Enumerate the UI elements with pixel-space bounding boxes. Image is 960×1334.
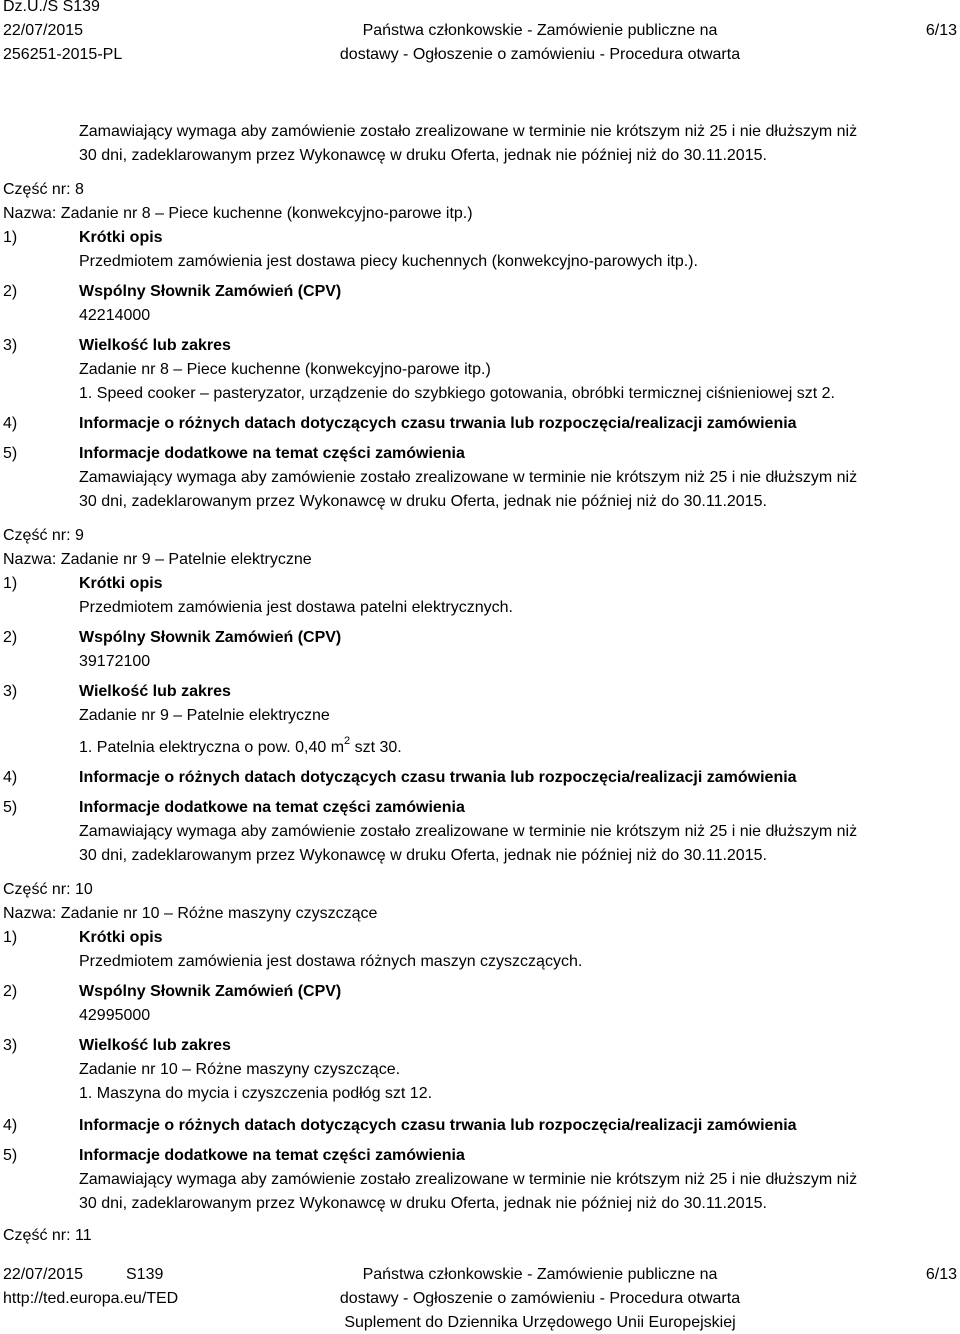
footer-journal: S139 (126, 1266, 164, 1283)
section-number: 1) (3, 575, 18, 592)
scope-line1: Zadanie nr 10 – Różne maszyny czyszczące. (79, 1061, 401, 1078)
notice-id: 256251-2015-PL (3, 46, 123, 63)
journal-ref: Dz.U./S S139 (3, 0, 100, 15)
section-number: 3) (3, 683, 18, 700)
section-number: 1) (3, 929, 18, 946)
section-heading-cpv: Wspólny Słownik Zamówień (CPV) (79, 629, 342, 646)
section-number: 4) (3, 769, 18, 786)
section-number: 2) (3, 283, 18, 300)
section-number: 4) (3, 1117, 18, 1134)
scope-line1: Zadanie nr 9 – Patelnie elektryczne (79, 707, 330, 724)
section-heading-short-description: Krótki opis (79, 229, 163, 246)
scope-line2 (79, 734, 402, 758)
part-number: Część nr: 9 (3, 527, 84, 544)
part-number: Część nr: 10 (3, 881, 93, 898)
part-number: Część nr: 11 (3, 1227, 92, 1244)
section-heading-dates: Informacje o różnych datach dotyczących czasu trwania lub rozpoczęcia/realizacji zamówienia (79, 769, 797, 786)
footer-url-link[interactable]: http://ted.europa.eu/TED (3, 1290, 179, 1307)
part-name: Nazwa: Zadanie nr 10 – Różne maszyny czyszczące (3, 905, 378, 922)
part-name: Nazwa: Zadanie nr 8 – Piece kuchenne (konwekcyjno-parowe itp.) (3, 205, 473, 222)
section-heading-additional-info: Informacje dodatkowe na temat części zamówienia (79, 799, 465, 816)
cpv-code: 39172100 (79, 653, 151, 670)
section-number: 5) (3, 445, 18, 462)
scope-line1: Zadanie nr 8 – Piece kuchenne (konwekcyjno-parowe itp.) (79, 361, 491, 378)
section-heading-scope: Wielkość lub zakres (79, 1037, 231, 1054)
header-page-number: 6/13 (925, 22, 957, 39)
section-number: 2) (3, 629, 18, 646)
additional-info-line2: 30 dni, zadeklarowanym przez Wykonawcę w druku Oferta, jednak nie później niż do 30.11.2015. (79, 847, 767, 864)
additional-info-line1: Zamawiający wymaga aby zamówienie zostało zrealizowane w terminie nie krótszym niż 25 i nie dłuższym niż (79, 1171, 858, 1188)
part-number: Część nr: 8 (3, 181, 84, 198)
section-number: 3) (3, 337, 18, 354)
top-text-line2: 30 dni, zadeklarowanym przez Wykonawcę w druku Oferta, jednak nie później niż do 30.11.2015. (79, 147, 767, 164)
short-description: Przedmiotem zamówienia jest dostawa piecy kuchennych (konwekcyjno-parowych itp.). (79, 253, 698, 270)
additional-info-line2: 30 dni, zadeklarowanym przez Wykonawcę w druku Oferta, jednak nie później niż do 30.11.2015. (79, 493, 767, 510)
short-description: Przedmiotem zamówienia jest dostawa patelni elektrycznych. (79, 599, 513, 616)
header-date: 22/07/2015 (3, 22, 84, 39)
footer-title-line2: dostawy - Ogłoszenie o zamówieniu - Procedura otwarta (339, 1290, 741, 1307)
footer-title-line3: Suplement do Dziennika Urzędowego Unii Europejskiej (344, 1314, 736, 1331)
section-number: 1) (3, 229, 18, 246)
part-name: Nazwa: Zadanie nr 9 – Patelnie elektryczne (3, 551, 312, 568)
footer-title-line1: Państwa członkowskie - Zamówienie publiczne na (362, 1266, 718, 1283)
additional-info-line2: 30 dni, zadeklarowanym przez Wykonawcę w druku Oferta, jednak nie później niż do 30.11.2015. (79, 1195, 767, 1212)
scope-line2-text: 1. Patelnia elektryczna o pow. 0,40 m (79, 739, 345, 756)
section-heading-scope: Wielkość lub zakres (79, 683, 231, 700)
section-number: 5) (3, 1147, 18, 1164)
section-heading-dates: Informacje o różnych datach dotyczących czasu trwania lub rozpoczęcia/realizacji zamówienia (79, 415, 797, 432)
scope-line2: 1. Maszyna do mycia i czyszczenia podłóg szt 12. (79, 1085, 433, 1102)
section-heading-short-description: Krótki opis (79, 575, 163, 592)
header-title-line1: Państwa członkowskie - Zamówienie publiczne na (362, 22, 718, 39)
short-description: Przedmiotem zamówienia jest dostawa różnych maszyn czyszczących. (79, 953, 583, 970)
section-heading-cpv: Wspólny Słownik Zamówień (CPV) (79, 283, 342, 300)
scope-line2: 1. Speed cooker – pasteryzator, urządzenie do szybkiego gotowania, obróbki termicznej ciśnieniowej szt 2. (79, 385, 835, 402)
section-number: 4) (3, 415, 18, 432)
superscript: 2 (344, 734, 351, 747)
scope-line2-tail: szt 30. (350, 739, 402, 756)
top-text-line1: Zamawiający wymaga aby zamówienie zostało zrealizowane w terminie nie krótszym niż 25 i nie dłuższym niż (79, 123, 858, 140)
section-heading-additional-info: Informacje dodatkowe na temat części zamówienia (79, 1147, 465, 1164)
section-number: 2) (3, 983, 18, 1000)
section-heading-cpv: Wspólny Słownik Zamówień (CPV) (79, 983, 342, 1000)
section-number: 3) (3, 1037, 18, 1054)
section-heading-scope: Wielkość lub zakres (79, 337, 231, 354)
section-heading-additional-info: Informacje dodatkowe na temat części zamówienia (79, 445, 465, 462)
additional-info-line1: Zamawiający wymaga aby zamówienie zostało zrealizowane w terminie nie krótszym niż 25 i nie dłuższym niż (79, 469, 858, 486)
cpv-code: 42214000 (79, 307, 151, 324)
section-heading-short-description: Krótki opis (79, 929, 163, 946)
footer-page-number: 6/13 (925, 1266, 957, 1283)
header-title-line2: dostawy - Ogłoszenie o zamówieniu - Procedura otwarta (339, 46, 741, 63)
section-number: 5) (3, 799, 18, 816)
section-heading-dates: Informacje o różnych datach dotyczących czasu trwania lub rozpoczęcia/realizacji zamówienia (79, 1117, 797, 1134)
additional-info-line1: Zamawiający wymaga aby zamówienie zostało zrealizowane w terminie nie krótszym niż 25 i nie dłuższym niż (79, 823, 858, 840)
cpv-code: 42995000 (79, 1007, 151, 1024)
footer-date: 22/07/2015 (3, 1266, 84, 1283)
